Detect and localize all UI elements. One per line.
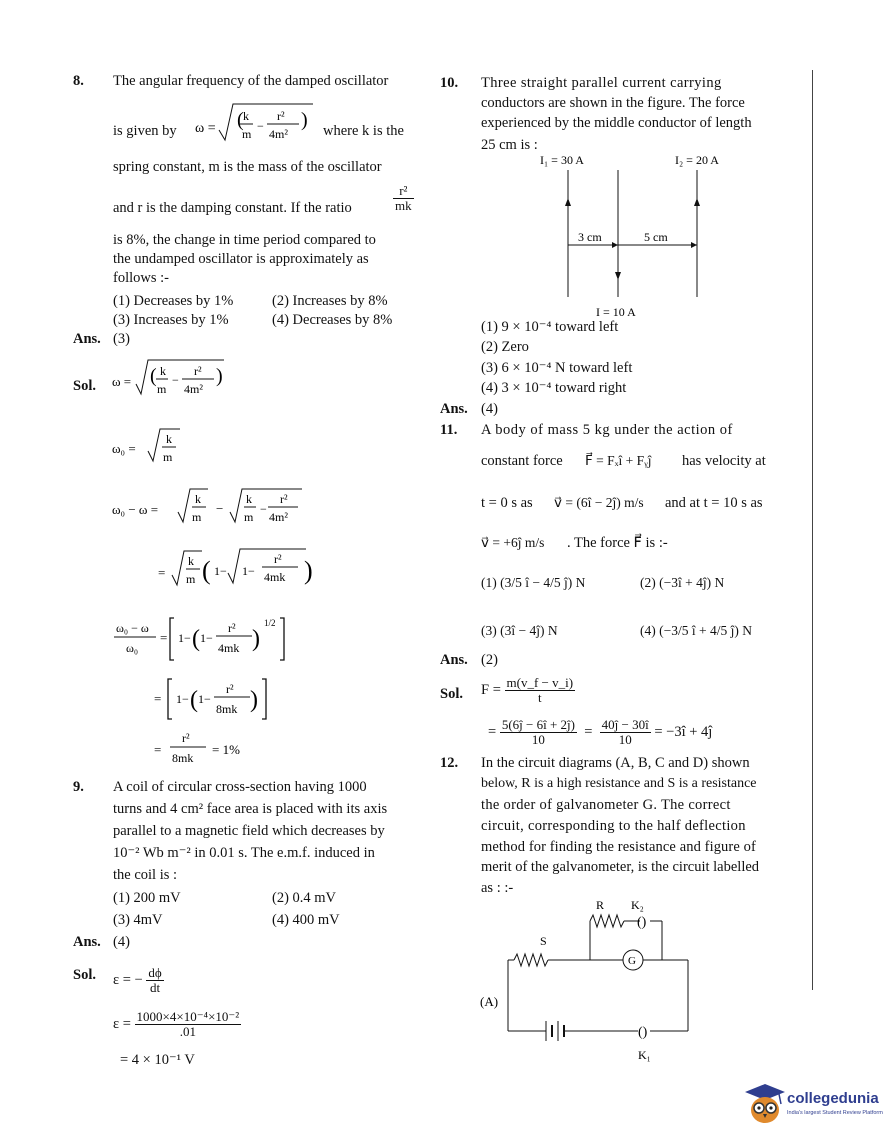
question-text: experienced by the middle conductor of length xyxy=(481,115,752,131)
option-1: (1) 9 × 10⁻⁴ toward left xyxy=(481,319,619,335)
svg-text:ω₀ − ω =: ω₀ − ω = xyxy=(112,502,159,517)
svg-text:): ) xyxy=(216,365,223,387)
initial-velocity: v⃗ = (6î − 2ĵ) m/s xyxy=(554,495,644,510)
ratio-fraction: $\frac{\text{r²}}{mk}$ xyxy=(395,183,412,213)
svg-text:r²: r² xyxy=(226,682,234,696)
svg-text:1/2: 1/2 xyxy=(264,618,276,628)
force-calculation: = $\frac{5(6ĵ - 6î + 2ĵ)}{10}$ = $\frac{40ĵ - 30î}{10}$ = −3î + 4ĵ xyxy=(488,717,713,747)
svg-text:m: m xyxy=(186,572,196,586)
svg-text:1−: 1− xyxy=(242,564,255,578)
svg-text:k: k xyxy=(243,109,249,123)
emf-formula: ε = − $\frac{d\phi}{dt}$ xyxy=(113,965,162,995)
current-label-middle: I = 10 A xyxy=(596,305,636,319)
svg-text:): ) xyxy=(252,626,260,652)
svg-text:): ) xyxy=(304,556,313,585)
option-2: (2) Zero xyxy=(481,339,529,355)
svg-text:1−: 1− xyxy=(214,564,227,578)
question-text: Three straight parallel current carrying xyxy=(481,75,722,91)
svg-text:1−: 1− xyxy=(198,692,211,706)
option-1: (1) Decreases by 1% xyxy=(113,293,234,309)
logo-tagline: India's largest Student Review Platform xyxy=(787,1110,883,1116)
final-velocity: v⃗ = +6ĵ m/s xyxy=(481,535,545,550)
resistor-s-label: S xyxy=(540,934,547,948)
force-expression: F⃗ = Fₓî + Fᵧĵ xyxy=(585,453,652,468)
svg-text:(): () xyxy=(638,1025,648,1040)
svg-text:−: − xyxy=(257,119,264,133)
question-text: . The force F⃗ is :- xyxy=(567,535,668,551)
option-4: (4) Decreases by 8% xyxy=(272,312,393,328)
solution-step-1 xyxy=(112,356,232,404)
svg-text:=: = xyxy=(160,630,168,645)
svg-text:1−: 1− xyxy=(176,692,189,706)
svg-text:(: ( xyxy=(190,687,198,713)
question-number: 11. xyxy=(440,422,458,438)
svg-text:(: ( xyxy=(150,365,157,387)
answer-value: (4) xyxy=(481,401,498,417)
svg-text:): ) xyxy=(250,687,258,713)
resistor-r-label: R xyxy=(596,898,605,912)
question-text: is given by xyxy=(113,123,177,139)
option-4: (4) 400 mV xyxy=(272,912,340,928)
svg-text:m: m xyxy=(157,382,167,396)
option-3: (3) Increases by 1% xyxy=(113,312,229,328)
svg-text:k: k xyxy=(195,492,201,506)
svg-text:(: ( xyxy=(202,556,211,585)
question-text: A coil of circular cross-section having 1000 xyxy=(113,779,367,795)
svg-text:4mk: 4mk xyxy=(218,641,240,655)
question-text: conductors are shown in the figure. The force xyxy=(481,95,745,111)
question-text: as : :- xyxy=(481,880,514,896)
answer-value: (4) xyxy=(113,934,130,950)
answer-label: Ans. xyxy=(440,401,468,417)
svg-text:=: = xyxy=(158,565,166,580)
question-number: 9. xyxy=(73,779,84,795)
question-text: the coil is : xyxy=(113,867,178,883)
svg-text:8mk: 8mk xyxy=(172,751,194,765)
current-label-1: I₁ = 30 A xyxy=(540,153,584,167)
solution-label: Sol. xyxy=(73,967,96,983)
question-text: below, R is a high resistance and S is a resistance xyxy=(481,776,757,791)
svg-text:k: k xyxy=(188,554,194,568)
question-text: the undamped oscillator is approximately as xyxy=(113,251,369,267)
solution-step-2 xyxy=(112,425,192,469)
svg-text:k: k xyxy=(166,432,172,446)
key-k2-label: K₂ xyxy=(631,898,644,912)
svg-text:ω =: ω = xyxy=(195,121,216,136)
solution-step-5 xyxy=(112,610,302,666)
question-text: and r is the damping constant. If the ratio xyxy=(113,200,352,216)
svg-text:(: ( xyxy=(192,626,200,652)
svg-text:4mk: 4mk xyxy=(264,570,286,584)
question-number: 8. xyxy=(73,73,84,89)
svg-text:k: k xyxy=(246,492,252,506)
circuit-diagram-a xyxy=(480,893,710,1068)
svg-text:m: m xyxy=(163,450,173,464)
solution-step-6 xyxy=(154,673,294,723)
distance-label-2: 5 cm xyxy=(644,230,668,244)
svg-text:ω₀ =: ω₀ = xyxy=(112,441,136,456)
option-3: (3) 6 × 10⁻⁴ N toward left xyxy=(481,360,633,376)
svg-text:r²: r² xyxy=(274,552,282,566)
option-4: (4) (−3/5 î + 4/5 ĵ) N xyxy=(640,623,752,638)
option-3: (3) (3î − 4ĵ) N xyxy=(481,623,558,638)
question-text: In the circuit diagrams (A, B, C and D) shown xyxy=(481,755,750,771)
question-text: turns and 4 cm² face area is placed with its axis xyxy=(113,801,388,817)
answer-label: Ans. xyxy=(73,331,101,347)
option-1: (1) 200 mV xyxy=(113,890,181,906)
question-text: merit of the galvanometer, is the circuit labelled xyxy=(481,859,760,875)
column-divider xyxy=(812,70,813,990)
question-text: 10⁻² Wb m⁻² in 0.01 s. The e.m.f. induced in xyxy=(113,845,375,861)
question-text: t = 0 s as xyxy=(481,495,533,511)
omega-formula xyxy=(195,100,320,150)
svg-text:=: = xyxy=(154,742,162,757)
distance-label-1: 3 cm xyxy=(578,230,602,244)
question-text: The angular frequency of the damped oscillator xyxy=(113,73,389,89)
current-label-2: I₂ = 20 A xyxy=(675,153,719,167)
svg-text:ω₀: ω₀ xyxy=(126,641,139,655)
svg-text:−: − xyxy=(216,501,224,516)
question-text: has velocity at xyxy=(682,453,766,469)
solution-step-7 xyxy=(154,728,264,772)
svg-text:=: = xyxy=(154,691,162,706)
emf-result: = 4 × 10⁻¹ V xyxy=(120,1052,195,1068)
question-text: and at t = 10 s as xyxy=(665,495,763,511)
svg-text:4m²: 4m² xyxy=(269,510,288,524)
option-3: (3) 4mV xyxy=(113,912,163,928)
svg-text:(: ( xyxy=(237,109,244,131)
question-text: circuit, corresponding to the half deflection xyxy=(481,818,746,834)
question-text: method for finding the resistance and figure of xyxy=(481,839,756,855)
circuit-label: (A) xyxy=(480,994,499,1009)
svg-text:m: m xyxy=(244,510,254,524)
question-text: constant force xyxy=(481,453,563,469)
question-text: A body of mass 5 kg under the action of xyxy=(481,422,733,438)
svg-text:4m²: 4m² xyxy=(269,127,288,141)
owl-logo-icon xyxy=(745,1082,785,1126)
svg-text:): ) xyxy=(301,109,308,131)
question-number: 10. xyxy=(440,75,459,91)
solution-step-3 xyxy=(112,485,312,531)
svg-text:m: m xyxy=(192,510,202,524)
svg-text:= 1%: = 1% xyxy=(212,742,240,757)
solution-step-4 xyxy=(158,545,318,597)
svg-text:m: m xyxy=(242,127,252,141)
svg-text:r²: r² xyxy=(228,621,236,635)
svg-text:(): () xyxy=(637,915,647,930)
option-2: (2) 0.4 mV xyxy=(272,890,337,906)
question-text: spring constant, m is the mass of the oscillator xyxy=(113,159,382,175)
key-k1-label: K₁ xyxy=(638,1048,651,1062)
force-formula: F = $\frac{m(v\_f - v\_i)}{t}$ xyxy=(481,675,574,705)
svg-text:k: k xyxy=(160,364,166,378)
solution-label: Sol. xyxy=(440,686,463,702)
svg-text:ω₀ − ω: ω₀ − ω xyxy=(116,621,149,635)
question-text: the order of galvanometer G. The correct xyxy=(481,797,731,813)
svg-text:r²: r² xyxy=(277,109,285,123)
svg-text:r²: r² xyxy=(182,731,190,745)
answer-value: (3) xyxy=(113,331,130,347)
conductors-figure xyxy=(540,152,740,322)
answer-label: Ans. xyxy=(73,934,101,950)
option-1: (1) (3/5 î − 4/5 ĵ) N xyxy=(481,575,586,590)
svg-text:8mk: 8mk xyxy=(216,702,238,716)
option-2: (2) (−3î + 4ĵ) N xyxy=(640,575,725,590)
svg-text:4m²: 4m² xyxy=(184,382,203,396)
option-4: (4) 3 × 10⁻⁴ toward right xyxy=(481,380,627,396)
svg-text:1−: 1− xyxy=(200,631,213,645)
collegedunia-logo xyxy=(745,1080,885,1130)
svg-text:ω =: ω = xyxy=(112,374,132,389)
answer-value: (2) xyxy=(481,652,498,668)
svg-text:G: G xyxy=(628,955,636,967)
solution-label: Sol. xyxy=(73,378,96,394)
question-number: 12. xyxy=(440,755,459,771)
question-text: 25 cm is : xyxy=(481,137,538,153)
svg-text:r²: r² xyxy=(280,492,288,506)
question-text: is 8%, the change in time period compared to xyxy=(113,232,376,248)
emf-calculation: ε = $\frac{\text{1000×4×10⁻⁴×10⁻²}}{.01}$ xyxy=(113,1009,240,1039)
question-text: follows :- xyxy=(113,270,169,286)
logo-wordmark: collegedunia xyxy=(787,1090,879,1107)
option-2: (2) Increases by 8% xyxy=(272,293,388,309)
svg-text:−: − xyxy=(260,502,267,516)
svg-text:1−: 1− xyxy=(178,631,191,645)
question-text: parallel to a magnetic field which decreases by xyxy=(113,823,385,839)
answer-label: Ans. xyxy=(440,652,468,668)
question-text: where k is the xyxy=(323,123,404,139)
svg-text:r²: r² xyxy=(194,364,202,378)
svg-text:−: − xyxy=(172,373,179,387)
